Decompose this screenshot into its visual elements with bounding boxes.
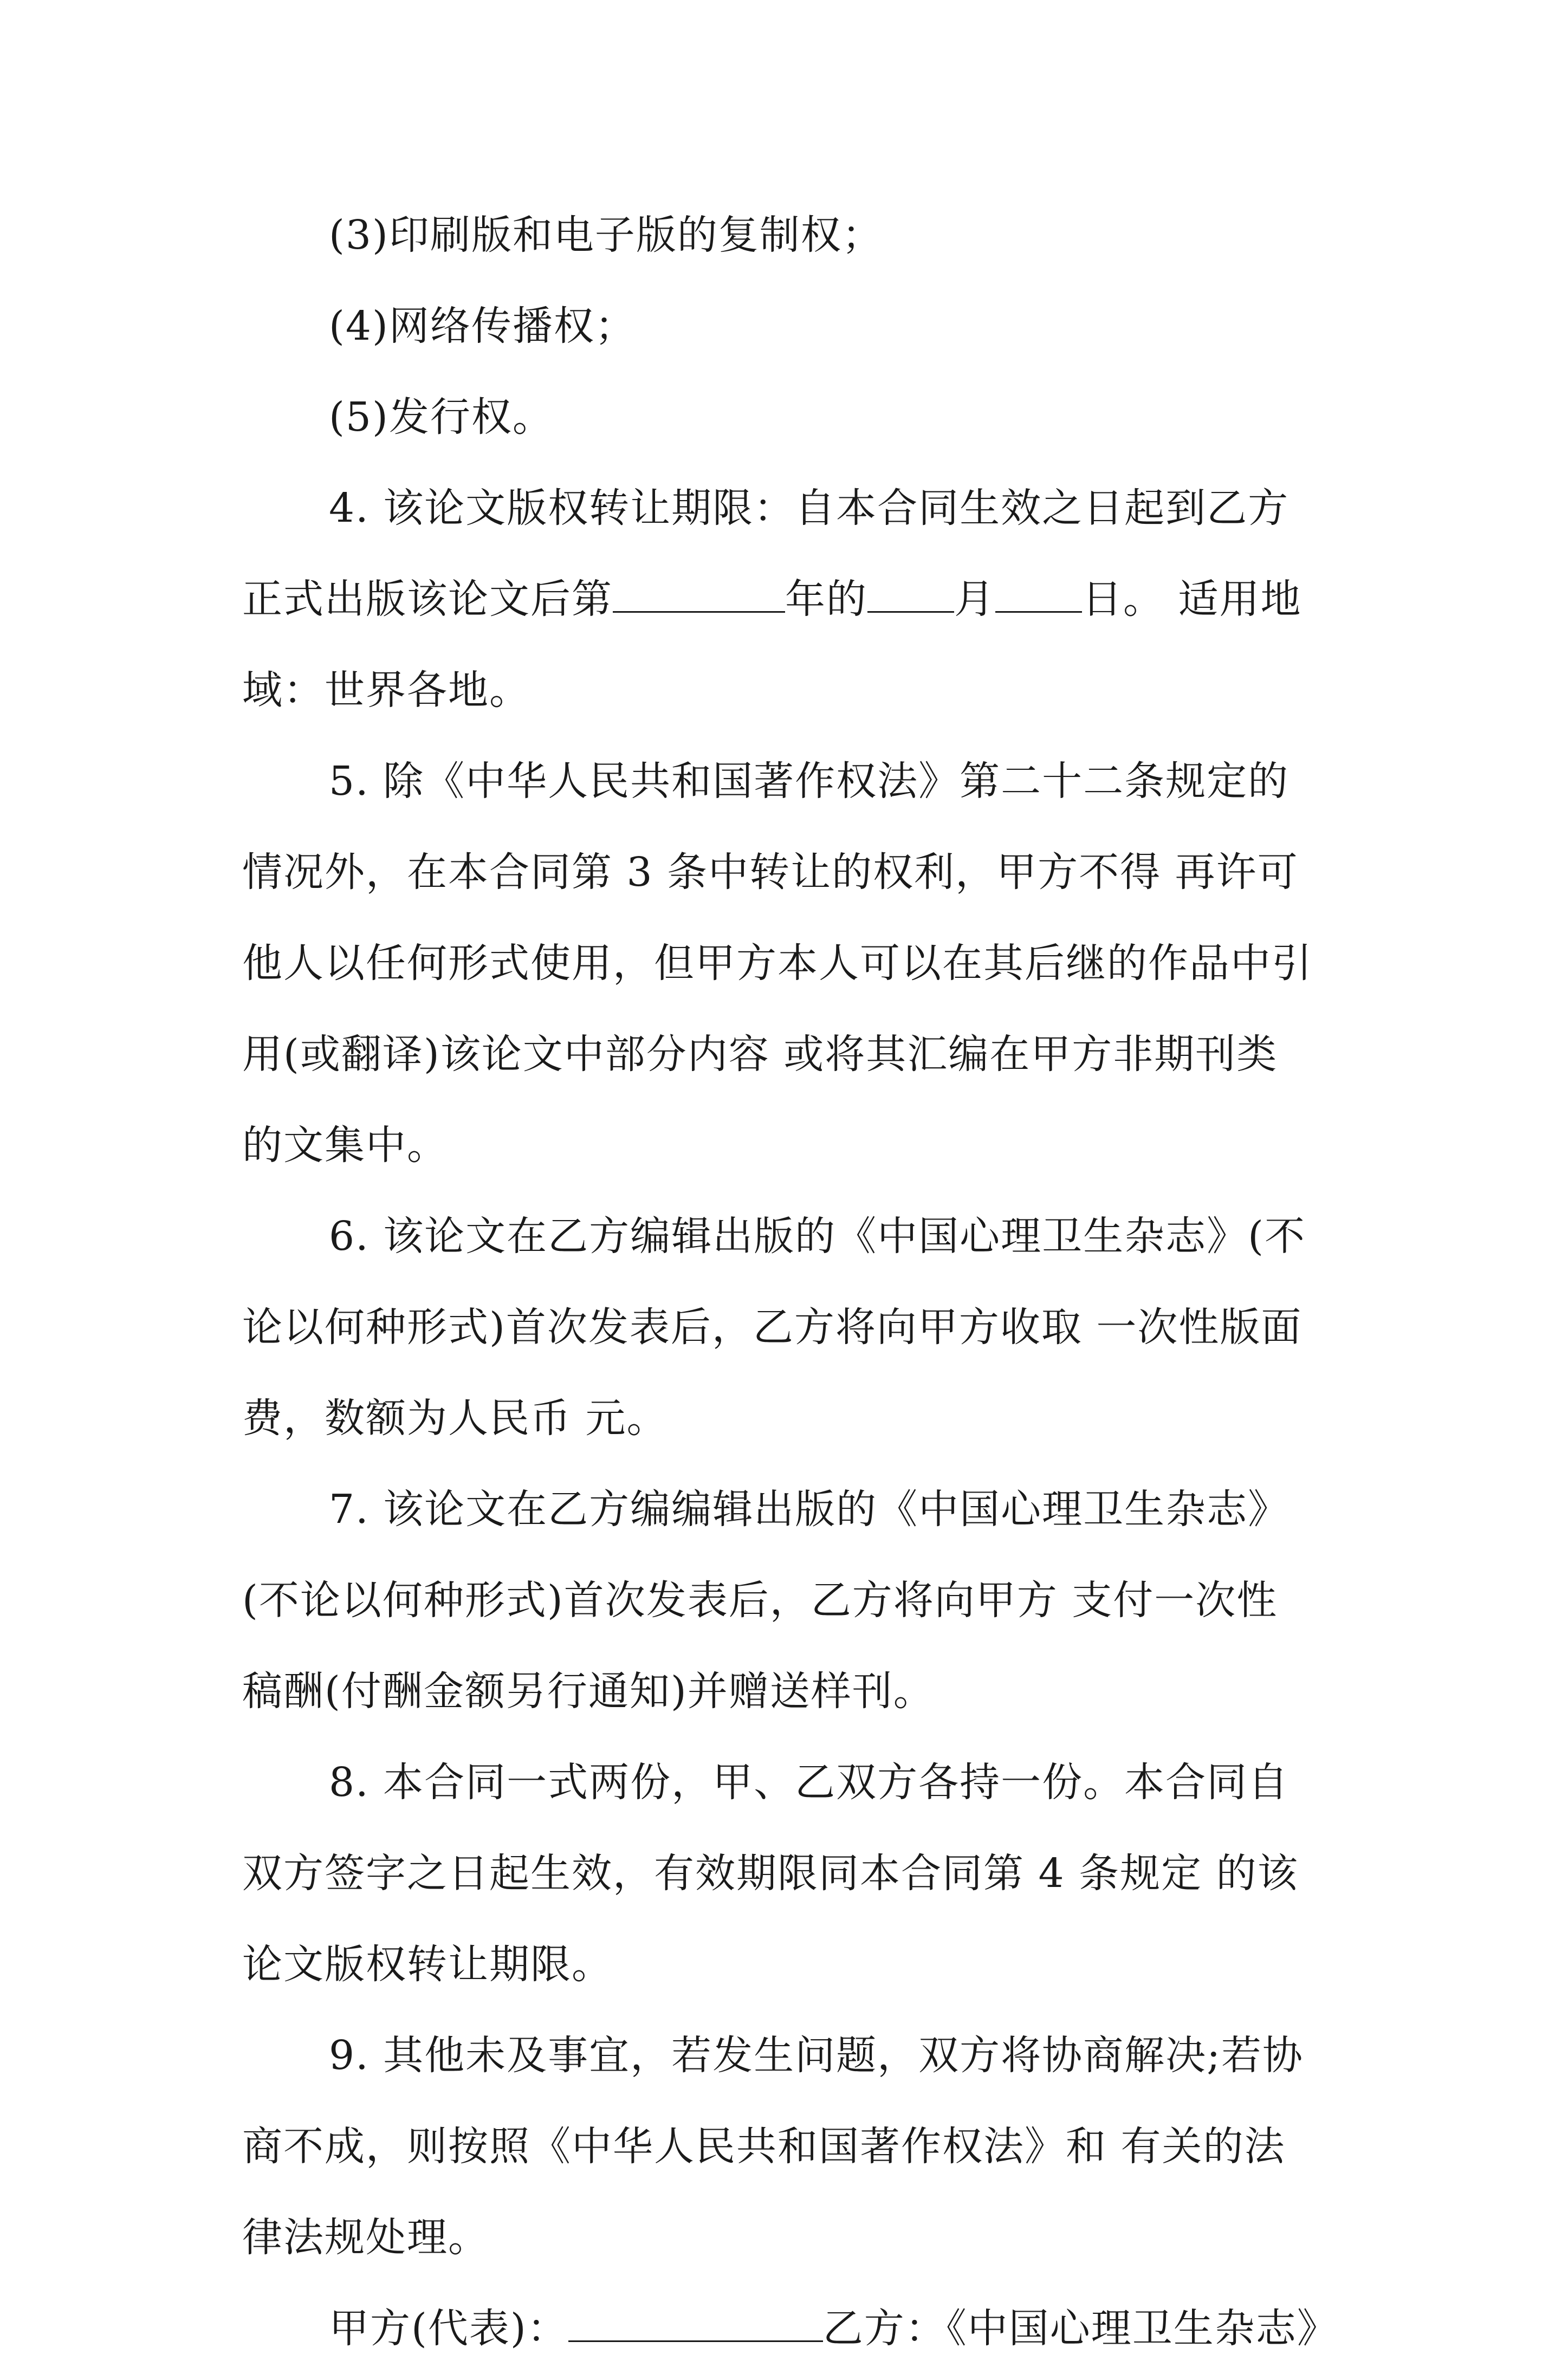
clause-4-text-a: 正式出版该论文后第 [242, 576, 613, 622]
month-blank [867, 579, 954, 613]
item-3-3: (3)印刷版和电子版的复制权； [329, 212, 883, 258]
clause-4-text-b: 年的 [785, 576, 867, 622]
clause-9-line-2: 商不成，则按照《中华人民共和国著作权法》和 有关的法 [242, 2123, 1286, 2170]
clause-6-line-2: 论以何种形式)首次发表后，乙方将向甲方收取 一次性版面 [242, 1304, 1303, 1351]
clause-7-line-2: (不论以何种形式)首次发表后，乙方将向甲方 支付一次性 [242, 1577, 1278, 1624]
clause-5-line-4: 用(或翻译)该论文中部分内容 或将其汇编在甲方非期刊类 [242, 1031, 1278, 1078]
clause-7-line-1: 7. 该论文在乙方编编辑出版的《中国心理卫生杂志》 [329, 1486, 1290, 1533]
day-blank [995, 579, 1082, 613]
clause-4-line-1: 4. 该论文版权转让期限：自本合同生效之日起到乙方 [329, 485, 1290, 531]
clause-5-line-5: 的文集中。 [242, 1122, 448, 1169]
clause-6-line-1: 6. 该论文在乙方编辑出版的《中国心理卫生杂志》(不 [329, 1213, 1306, 1260]
clause-5-line-3: 他人以任何形式使用，但甲方本人可以在其后继的作品中引 [242, 940, 1313, 987]
clause-4-text-c: 月 [954, 576, 995, 622]
clause-7-line-3: 稿酬(付酬金额另行通知)并赠送样刊。 [242, 1668, 935, 1715]
clause-9-line-1: 9. 其他未及事宜，若发生问题，双方将协商解决;若协 [329, 2032, 1304, 2079]
party-b-label: 乙方：《中国心理卫生杂志》 [822, 2305, 1338, 2352]
contract-page [242, 190, 1338, 2374]
clause-4-line-2 [242, 554, 1331, 645]
clause-5-line-1: 5. 除《中华人民共和国著作权法》第二十二条规定的 [329, 758, 1290, 805]
party-a-label: 甲方(代表)： [329, 2305, 568, 2352]
item-3-4: (4)网络传播权； [329, 303, 636, 349]
clause-8-line-1: 8. 本合同一式两份，甲、乙双方各持一份。本合同自 [329, 1759, 1290, 1806]
party-a-signature-blank[interactable] [568, 2308, 823, 2342]
clause-4-text-d: 日。 适用地 [1082, 576, 1302, 622]
year-blank [613, 579, 785, 613]
clause-8-line-2: 双方签字之日起生效，有效期限同本合同第 4 条规定 的该 [242, 1850, 1299, 1897]
item-3-5: (5)发行权。 [329, 394, 554, 440]
signature-row [242, 2283, 1338, 2374]
clause-5-line-2: 情况外，在本合同第 3 条中转让的权利，甲方不得 再许可 [242, 849, 1299, 896]
clause-6-line-3: 费，数额为人民币 元。 [242, 1395, 668, 1442]
clause-4-line-3: 域：世界各地。 [242, 667, 530, 714]
clause-9-line-3: 律法规处理。 [242, 2214, 489, 2261]
clause-8-line-3: 论文版权转让期限。 [242, 1941, 613, 1988]
